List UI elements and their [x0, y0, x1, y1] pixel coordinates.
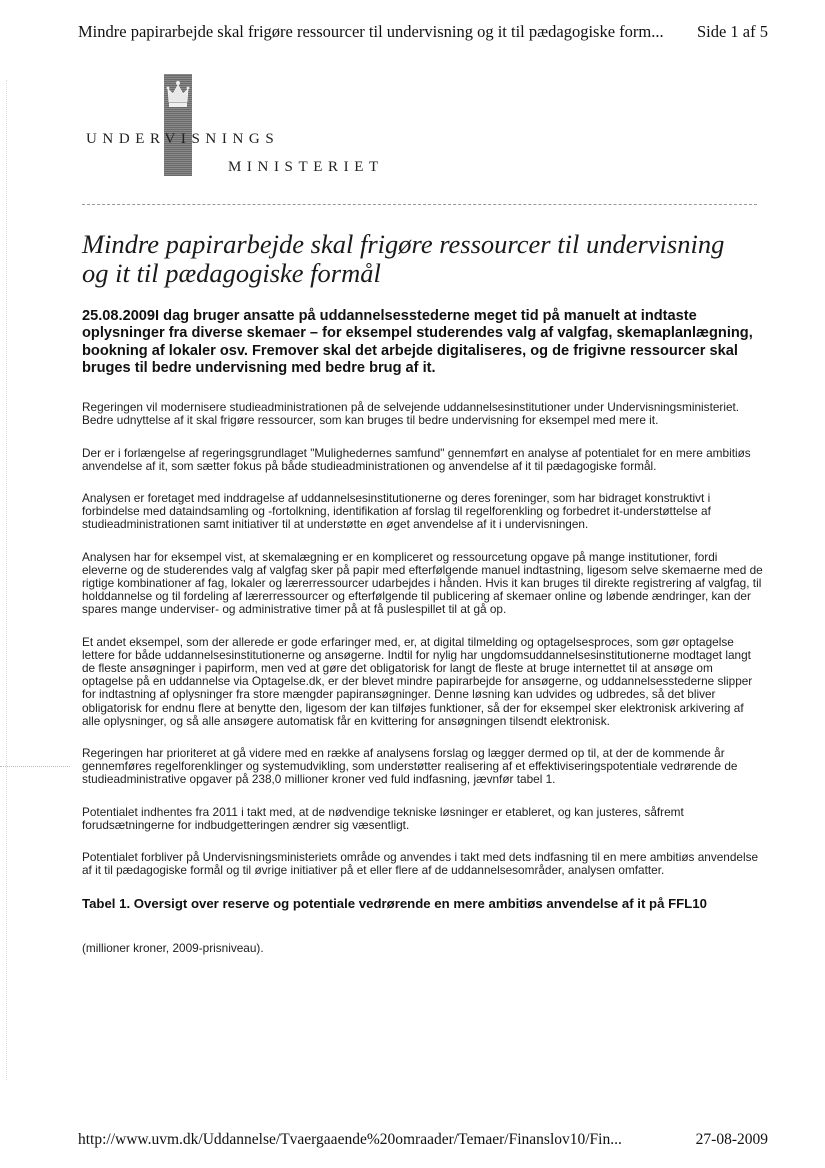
print-footer: [78, 1131, 768, 1149]
article-paragraph: Analysen er foretaget med inddragelse af uddannelsesinstitutionerne og deres foreninger, som har bidraget konstruktivt i forbindelse med dataindsamling og -fortolkning, identifikation af forslag til regelforenkling og forbedret it-understøttelse af studieadministrationen samt initiativer til at understøtte en øget anvendelse af it i undervisningen.: [82, 491, 711, 532]
print-footer-date: 27-08-2009: [695, 1131, 768, 1148]
table-heading: Tabel 1. Oversigt over reserve og potentiale vedrørende en mere ambitiøs anvendelse af it på FFL10: [82, 896, 707, 912]
article-paragraph: Der er i forlængelse af regeringsgrundlaget "Mulighedernes samfund" gennemført en analyse af potentialet for en mere ambitiøs anvendelse af it, som sætter fokus på både studieadministrationen og anvendelse af it til pædagogiske formål.: [82, 445, 751, 473]
header-divider: [82, 204, 757, 205]
table-note: (millioner kroner, 2009-prisniveau).: [82, 941, 264, 956]
print-header-page-info: Side 1 af 5: [696, 22, 768, 41]
print-header: [78, 22, 768, 42]
logo-text-line1: UNDERVISNINGS: [86, 131, 280, 147]
crown-icon: [166, 80, 190, 110]
logo-crest-panel: [164, 74, 192, 176]
article-title: Mindre papirarbejde skal frigøre ressourcer til undervisning og it til pædagogiske formål: [82, 229, 725, 288]
article-lead: 25.08.2009I dag bruger ansatte på uddannelsesstederne meget tid på manuelt at indtaste oplysninger fra diverse skemaer – for eksempel studerendes valg af valgfag, skemaplanlægning, bookning af lokaler osv. Fremover skal det arbejde digitaliseres, og de frigivne ressourcer skal bruges til bedre undervisning med bedre brug af it.: [82, 308, 753, 376]
logo-text-line2: MINISTERIET: [228, 159, 384, 175]
article-body: [82, 308, 764, 956]
scan-edge-mark: [6, 80, 7, 1080]
scan-artifact-line: [0, 766, 70, 767]
article-paragraph: Potentialet forbliver på Undervisningsministeriets område og anvendes i takt med dets indfasning til en mere ambitiøs anvendelse af it til pædagogiske formål og til øvrige initiativer på et eller flere af de uddannelsesområder, analysen omfatter.: [82, 850, 759, 878]
article-paragraph: Regeringen har prioriteret at gå videre med en række af analysens forslag og lægger dermed op til, at der de kommende år gennemføres regelforenklinger og systemudvikling, som understøtter realisering af et effektiviseringspotentiale vedrørende de studieadministrative opgaver på 238,0 millioner kroner ved fuld indfasning, jævnfør tabel 1.: [82, 746, 738, 787]
ministry-logo: [86, 74, 406, 184]
article-paragraph: Et andet eksempel, som der allerede er gode erfaringer med, er, at digital tilmelding og optagelsesproces, som gør optagelse lettere for både uddannelsesinstitutionerne og ansøgerne. Indtil for nylig har ungdomsuddannelsesinstitutionerne modtaget langt de fleste ansøgninger i papirform, men ved at gøre det obligatorisk for langt de fleste at bruge internettet til at ansøge om optagelse på en uddannelse via Optagelse.dk, er der blevet mindre papirarbejde for ansøgerne, og uddannelsesstederne slipper for indtastning af oplysninger fra store mængder papiransøgninger. Denne løsning kan udvides og udbredes, så det bliver obligatorisk for endnu flere at benytte den, ligesom der kan tilføjes funktioner, så der for eksempel sker elektronisk arkivering af alle oplysninger, og så alle ansøgere automatisk får en kvittering for ansøgningen tilsendt elektronisk.: [82, 634, 753, 728]
article-paragraph: Analysen har for eksempel vist, at skemalægning er en kompliceret og ressourcetung opgave på mange institutioner, fordi eleverne og de studerendes valg af valgfag sker på papir med efterfølgende manuel indtastning, ligesom selve skemaerne med de rigtige kombinationer af fag, lokaler og lærerressourcer udarbejdes i hånden. Hvis it kan bruges til direkte registrering af valgfag, til holddannelse og til fordeling af lærerressourcer og efterfølgende til publicering af skemaer online og løbende ændringer, kan der spares mange underviser- og administrative timer på at få puslespillet til at gå op.: [82, 549, 763, 617]
print-footer-url: http://www.uvm.dk/Uddannelse/Tvaergaaende%20omraader/Temaer/Finanslov10/Fin...: [78, 1131, 622, 1148]
article-paragraph: Regeringen vil modernisere studieadministrationen på de selvejende uddannelsesinstitutioner under Undervisningsministeriet. Bedre udnyttelse af it skal frigøre ressourcer, som kan bruges til bedre undervisning for eksempel med mere it.: [82, 400, 740, 428]
print-header-title: Mindre papirarbejde skal frigøre ressourcer til undervisning og it til pædagogiske form...: [78, 22, 664, 41]
article-paragraph: Potentialet indhentes fra 2011 i takt med, at de nødvendige tekniske løsninger er etableret, og kan justeres, såfremt forudsætningerne for indbudgetteringen ændrer sig væsentligt.: [82, 804, 684, 832]
